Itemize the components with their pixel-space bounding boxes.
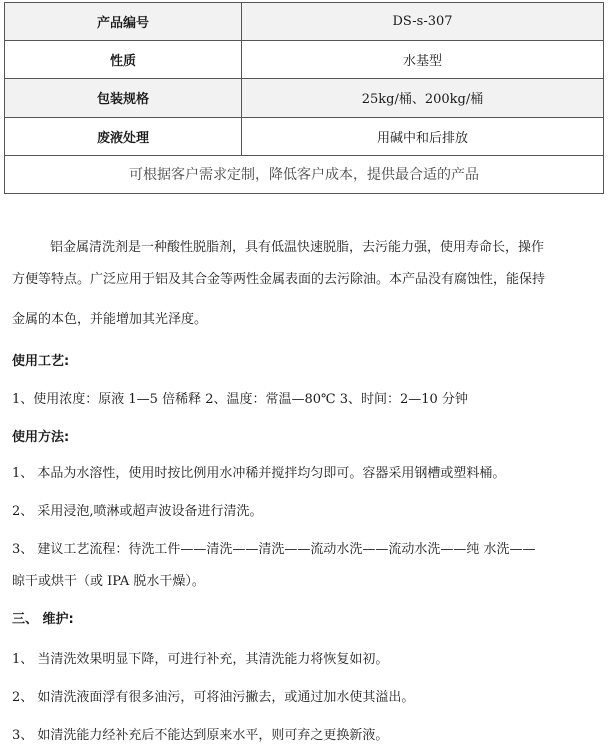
method-item-3-line-1: 3、 建议工艺流程：待洗工件——清洗——清洗——流动水洗——流动水洗——纯 水洗—— bbox=[12, 542, 536, 557]
intro-line-2: 方便等特点。广泛应用于铝及其合金等两性金属表面的去污除油。本产品没有腐蚀性，能保持 bbox=[12, 272, 546, 287]
spec-row-waste bbox=[5, 117, 604, 155]
spec-value-waste: 用碱中和后排放 bbox=[242, 117, 604, 155]
spec-row-code bbox=[5, 3, 604, 41]
process-heading: 使用工艺: bbox=[12, 354, 70, 369]
method-item-3-line-2: 晾干或烘干（或 IPA 脱水干燥）。 bbox=[12, 574, 205, 589]
spec-label-code: 产品编号 bbox=[5, 3, 242, 41]
method-item-2: 2、 采用浸泡,喷淋或超声波设备进行清洗。 bbox=[12, 504, 263, 519]
maintenance-item-3: 3、 如清洗能力经补充后不能达到原来水平，则可弃之更换新液。 bbox=[12, 728, 389, 743]
intro-line-3: 金属的本色，并能增加其光泽度。 bbox=[12, 312, 208, 327]
spec-value-code: DS-s-307 bbox=[242, 3, 604, 41]
intro-line-1: 铝金属清洗剂是一种酸性脱脂剂，具有低温快速脱脂，去污能力强，使用寿命长，操作 bbox=[50, 240, 545, 255]
maintenance-item-1: 1、 当清洗效果明显下降，可进行补充，其清洗能力将恢复如初。 bbox=[12, 652, 389, 667]
spec-row-packaging bbox=[5, 79, 604, 117]
spec-row-nature bbox=[5, 41, 604, 79]
maintenance-item-2: 2、 如清洗液面浮有很多油污，可将油污撇去，或通过加水使其溢出。 bbox=[12, 690, 415, 705]
method-heading: 使用方法: bbox=[12, 430, 70, 445]
method-item-1: 1、 本品为水溶性，使用时按比例用水冲稀并搅拌均匀即可。容器采用钢槽或塑料桶。 bbox=[12, 466, 506, 481]
spec-row-note bbox=[5, 155, 604, 193]
maintenance-heading: 三、 维护: bbox=[12, 612, 74, 627]
process-line: 1、使用浓度：原液 1—5 倍稀释 2、温度：常温—80℃ 3、时间：2—10 分钟 bbox=[12, 392, 468, 407]
spec-table bbox=[4, 2, 604, 194]
spec-note: 可根据客户需求定制，降低客户成本，提供最合适的产品 bbox=[5, 155, 604, 193]
spec-label-waste: 废液处理 bbox=[5, 117, 242, 155]
spec-value-packaging: 25kg/桶、200kg/桶 bbox=[242, 79, 604, 117]
spec-value-nature: 水基型 bbox=[242, 41, 604, 79]
spec-label-nature: 性质 bbox=[5, 41, 242, 79]
spec-label-packaging: 包装规格 bbox=[5, 79, 242, 117]
